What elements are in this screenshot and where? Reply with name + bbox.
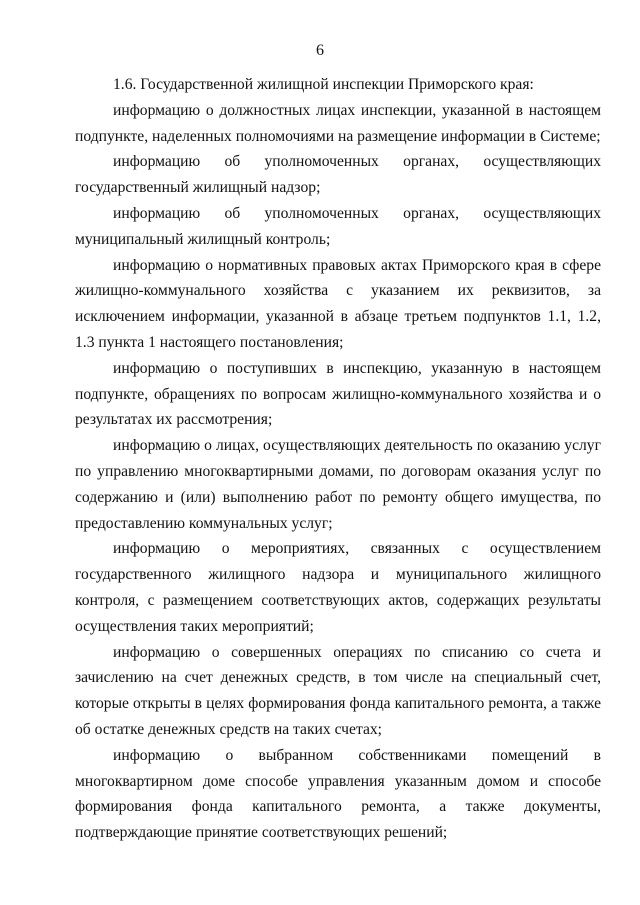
paragraph-appeals: информацию о поступивших в инспекцию, указанную в настоящем подпункте, обращениях по вопросам жилищно-коммунального хозяйства и о результатах их рассмотрения; <box>75 359 601 429</box>
document-body <box>75 72 601 846</box>
subsection-heading: 1.6. Государственной жилищной инспекции Приморского края: <box>113 76 534 93</box>
paragraph-management-method: информацию о выбранном собственниками помещений в многоквартирном доме способе управления указанным домом и способе формирования фонда капитального ремонта, а также документы, подтверждающие принятие соответствующих решений; <box>75 746 601 842</box>
paragraph-service-providers: информацию о лицах, осуществляющих деятельность по оказанию услуг по управлению многоквартирными домами, по договорам оказания услуг по содержанию и (или) выполнению работ по ремонту общего имущества, по предоставлению коммунальных услуг; <box>75 437 601 532</box>
paragraph-housing-supervision-bodies: информацию об уполномоченных органах, осуществляющих государственный жилищный надзор; <box>75 153 601 197</box>
paragraph-supervision-activities: информацию о мероприятиях, связанных с осуществлением государственного жилищного надзора и муниципального жилищного контроля, с размещением соответствующих актов, содержащих результаты осуществления таких мероприятий; <box>75 540 601 635</box>
paragraph-account-operations: информацию о совершенных операциях по списанию со счета и зачислению на счет денежных средств, в том числе на специальный счет, которые открыты в целях формирования фонда капитального ремонта, а также об остатке денежных средств на таких счетах; <box>75 643 601 738</box>
paragraph-municipal-control-bodies: информацию об уполномоченных органах, осуществляющих муниципальный жилищный контроль; <box>75 204 601 248</box>
paragraph-regulatory-acts: информацию о нормативных правовых актах Приморского края в сфере жилищно-коммунального хозяйства с указанием их реквизитов, за исключением информации, указанной в абзаце третьем подпунктов 1.1, 1.2, 1.3 пункта 1 настоящего постановления; <box>75 256 601 351</box>
page-number: 6 <box>316 42 324 59</box>
paragraph-officials: информацию о должностных лицах инспекции, указанной в настоящем подпункте, наделенных полномочиями на размещение информации в Системе; <box>75 101 601 145</box>
